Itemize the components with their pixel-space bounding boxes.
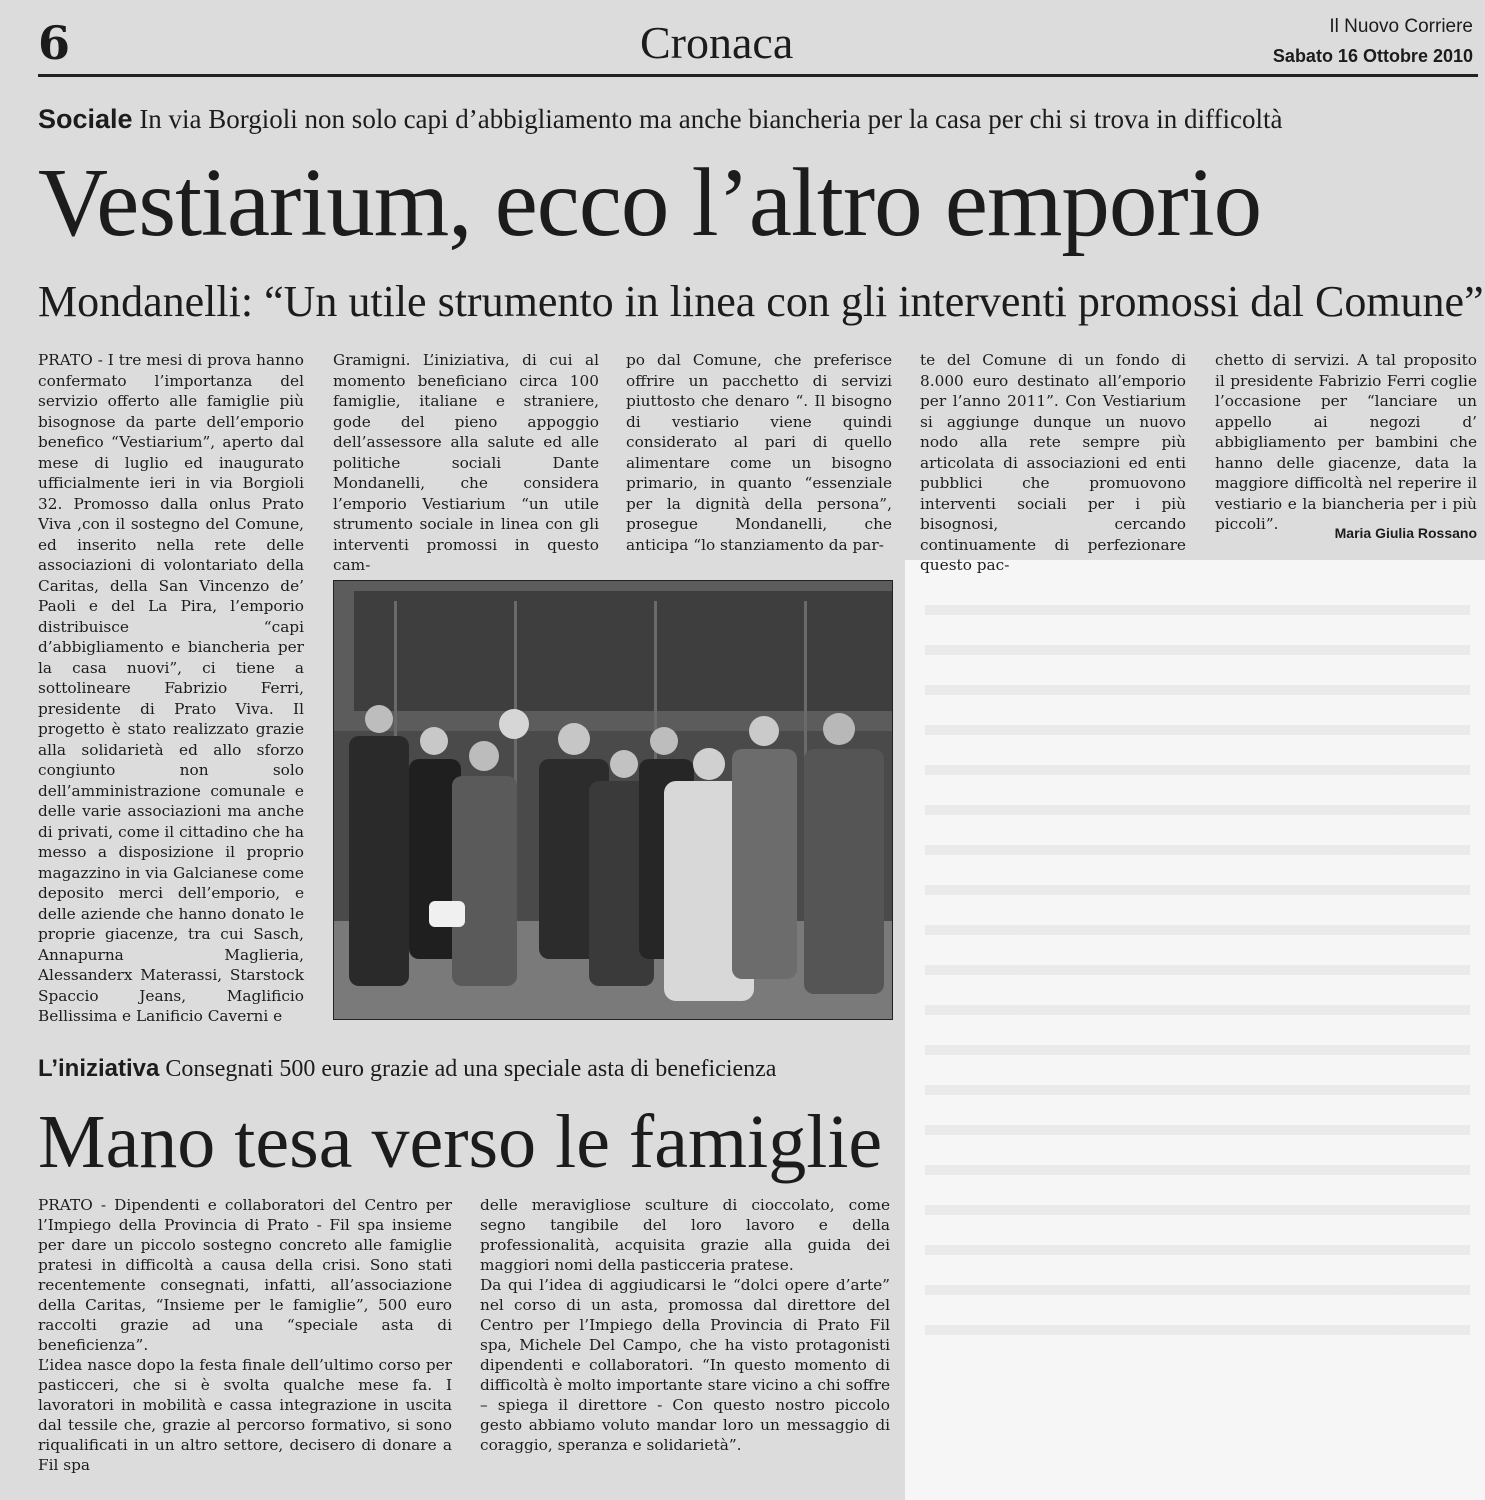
article-text: L’idea nasce dopo la festa finale dell’ultimo corso per pasticceri, che si è svolta qualche mese fa. I lavoratori in mobilità e cassa integrazione in uscita dal tessile che, grazie al percorso formativo, si sono riqualificati in un altro settore, decisero di donare a Fil spa [38,1356,452,1474]
article-text: chetto di servizi. A tal proposito il presidente Fabrizio Ferri coglie l’occasione per “lanciare un appello ai negozi d’ abbigliamento per bambini che hanno delle giacenze, data la maggiore difficoltà nel reperire il vestiario e la biancheria per i più piccoli”. [1215,351,1477,533]
article2-column-1 [38,1195,452,1475]
publication-date: Sabato 16 Ottobre 2010 [1272,46,1473,66]
byline: Maria Giulia Rossano [1334,525,1477,541]
article1-column-4 [920,350,1186,576]
article2-headline: Mano tesa verso le famiglie [38,1100,883,1184]
kicker-text: In via Borgioli non solo capi d’abbigliamento ma anche biancheria per la casa per chi si trova in difficoltà [139,104,1283,134]
article1-headline: Vestiarium, ecco l’altro emporio [38,149,1262,256]
article-text: Da qui l’idea di aggiudicarsi le “dolci opere d’arte” nel corso di un asta, promossa dal direttore del Centro per l’Impiego della Provincia di Prato Fil spa, Michele Del Campo, che ha visto protagonisti dipendenti e collaboratori. “In questo momento di difficoltà è molto importante stare vicino a chi soffre – spiega il direttore - Con questo nostro piccolo gesto abbiamo voluto mandar loro un messaggio di coraggio, speranza e solidarietà”. [480,1276,890,1454]
publication-name: Il Nuovo Corriere [1329,16,1473,37]
article-text: po dal Comune, che preferisce offrire un pacchetto di servizi piuttosto che denaro “. Il bisogno di vestiario viene quindi considerato al pari di quello alimentare come un bisogno primario, in quanto “essenziale per la dignità della persona”, prosegue Mondanelli, che anticipa “lo stanziamento da par- [626,351,892,554]
kicker-text: Consegnati 500 euro grazie ad una speciale asta di beneficienza [165,1056,777,1082]
bleed-through-texture [925,575,1470,1355]
kicker-tag: Sociale [38,104,133,134]
article1-column-5 [1215,350,1477,535]
header-rule [38,74,1478,77]
article2-column-2 [480,1195,890,1455]
article-text: Gramigni. L’iniziativa, di cui al momento beneficiano circa 100 famiglie, italiane e straniere, gode del pieno appoggio dell’assessore alla salute ed alle politiche sociali Dante Mondanelli, che considera l’emporio Vestiarium “un utile strumento sociale in linea con gli interventi promossi in questo cam- [333,351,599,574]
article1-column-2 [333,350,599,576]
article1-column-3 [626,350,892,555]
page-number: 6 [38,16,71,70]
section-title: Cronaca [640,17,794,68]
article-text: PRATO - I tre mesi di prova hanno confermato l’importanza del servizio offerto alle famiglie più bisognose da parte dell’emporio benefico “Vestiarium”, aperto dal mese di luglio ed inaugurato ufficialmente ieri in via Borgioli 32. Promosso dalla onlus Prato Viva ,con il sostegno del Comune, ed inserito nella rete delle associazioni di volontariato della Caritas, della San Vincenzo de’ Paoli e del La Pira, l’emporio distribuisce “capi d’abbigliamento e biancheria per la casa nuovi”, ci tiene a sottolineare Fabrizio Ferri, presidente di Prato Viva. Il progetto è stato realizzato grazie alla solidarietà ed allo sforzo congiunto non solo dell’amministrazione comunale e delle varie associazioni ma anche di privati, come il cittadino che ha messo a disposizione il proprio magazzino in via Galcianese come deposito merci dell’emporio, e delle aziende che hanno donato le proprie giacenze, tra cui Sasch, Annapurna Maglieria, Alessanderx Materassi, Starstock Spaccio Jeans, Maglificio Bellissima e Lanificio Caverni e [38,351,304,1025]
kicker-tag: L’iniziativa [38,1055,160,1082]
group-photo [333,580,893,1020]
article1-deck: Mondanelli: “Un utile strumento in linea con gli interventi promossi dal Comune” [38,277,1484,326]
article-text: PRATO - Dipendenti e collaboratori del Centro per l’Impiego della Provincia di Prato - Fil spa insieme per dare un piccolo sostegno concreto alle famiglie pratesi in difficoltà a causa della crisi. Sono stati recentemente consegnati, infatti, all’associazione della Caritas, “Insieme per le famiglie”, 500 euro raccolti grazie ad una “speciale asta di beneficienza”. [38,1196,452,1354]
group-photo-image [334,581,892,1019]
article1-column-1 [38,350,304,1027]
article2-kicker [38,1055,776,1083]
article-text: delle meravigliose sculture di cioccolato, come segno tangibile del loro lavoro e della professionalità, acquisita grazie alla guida dei maggiori nomi della pasticceria pratese. [480,1196,890,1274]
article-text: te del Comune di un fondo di 8.000 euro destinato all’emporio per l’anno 2011”. Con Vestiarium si aggiunge dunque un nuovo nodo alla rete sempre più articolata di associazioni ed enti pubblici che promuovono interventi sociali per i più bisognosi, cercando continuamente di perfezionare questo pac- [920,351,1186,574]
article1-kicker [38,104,1282,135]
